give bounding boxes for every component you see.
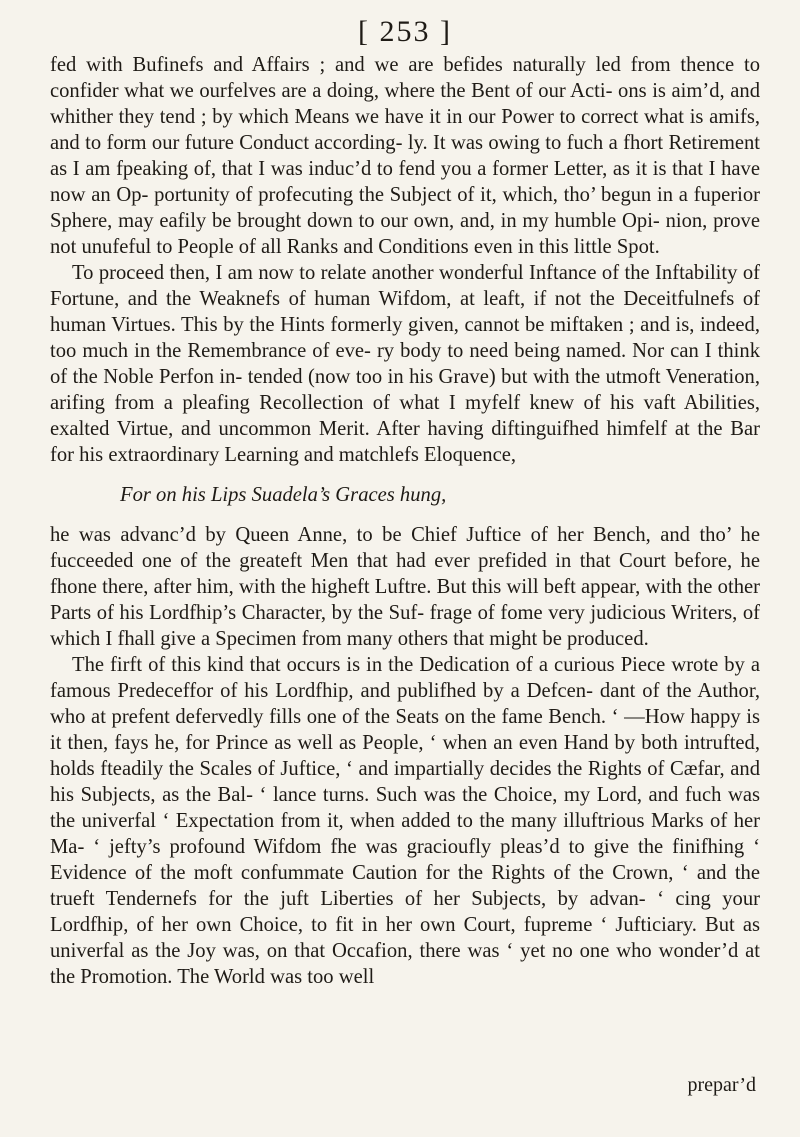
paragraph-2: To proceed then, I am now to relate another wonderful Inftance of the Inftability of Fortune, and the Weaknefs of human Wifdom, at leaft, if not the Deceitfulnefs of human Virtues. This by the Hints formerly given, cannot be miftaken ; and is, indeed, too much in the Remembrance of eve- ry body to need being named. Nor can I think of the Noble Perfon in- tended (now too in his Grave) but with the utmoft Veneration, arifing from a pleafing Recollection of what I myfelf knew of his vaft Abilities, exalted Virtue, and uncommon Merit. After having diftinguifhed himfelf at the Bar for his extraordinary Learning and matchlefs Eloquence, [50, 262, 760, 466]
verse-quotation: For on his Lips Suadela’s Graces hung, [120, 484, 447, 506]
body-text [50, 52, 760, 468]
body-text-continued [50, 522, 760, 990]
catchword: prepar’d [687, 1074, 756, 1096]
paragraph-1: fed with Bufinefs and Affairs ; and we are befides naturally led from thence to confider what we ourfelves are a doing, where the Bent of our Acti- ons is aim’d, and whither they tend ; by which Means we have it in our Power to correct what is amifs, and to form our future Conduct according- ly. It was owing to fuch a fhort Retirement as I am fpeaking of, that I was induc’d to fend you a former Letter, as it is that I have now an Op- portunity of profecuting the Subject of it, which, tho’ begun in a fuperior Sphere, may eafily be brought down to our own, and, in my humble Opi- nion, prove not unufeful to People of all Ranks and Conditions even in this little Spot. [50, 54, 760, 258]
paragraph-3: he was advanc’d by Queen Anne, to be Chief Juftice of her Bench, and tho’ he fucceeded one of the greateft Men that had ever prefided in that Court before, he fhone there, after him, with the higheft Luftre. But this will beft appear, with the other Parts of his Lordfhip’s Character, by the Suf- frage of fome very judicious Writers, of which I fhall give a Specimen from many others that might be produced. [50, 524, 760, 650]
page-number: [ 253 ] [358, 15, 452, 48]
paragraph-4: The firft of this kind that occurs is in the Dedication of a curious Piece wrote by a famous Predeceffor of his Lordfhip, and publifhed by a Defcen- dant of the Author, who at prefent defervedly fills one of the Seats on the fame Bench. ‘ —How happy is it then, fays he, for Prince as well as People, ‘ when an even Hand by both intrufted, holds fteadily the Scales of Juftice, ‘ and impartially decides the Rights of Cæfar, and his Subjects, as the Bal- ‘ lance turns. Such was the Choice, my Lord, and fuch was the univerfal ‘ Expectation from it, when added to the many illuftrious Marks of her Ma- ‘ jefty’s profound Wifdom fhe was gracioufly pleas’d to give the finifhing ‘ Evidence of the moft confummate Caution for the Rights of the Crown, ‘ and the trueft Tendernefs for the juft Liberties of her Subjects, by advan- ‘ cing your Lordfhip, of her own Choice, to fit in her own Court, fupreme ‘ Jufticiary. But as univerfal as the Joy was, on that Occafion, there was ‘ yet no one who wonder’d at the Promotion. The World was too well [50, 654, 760, 988]
